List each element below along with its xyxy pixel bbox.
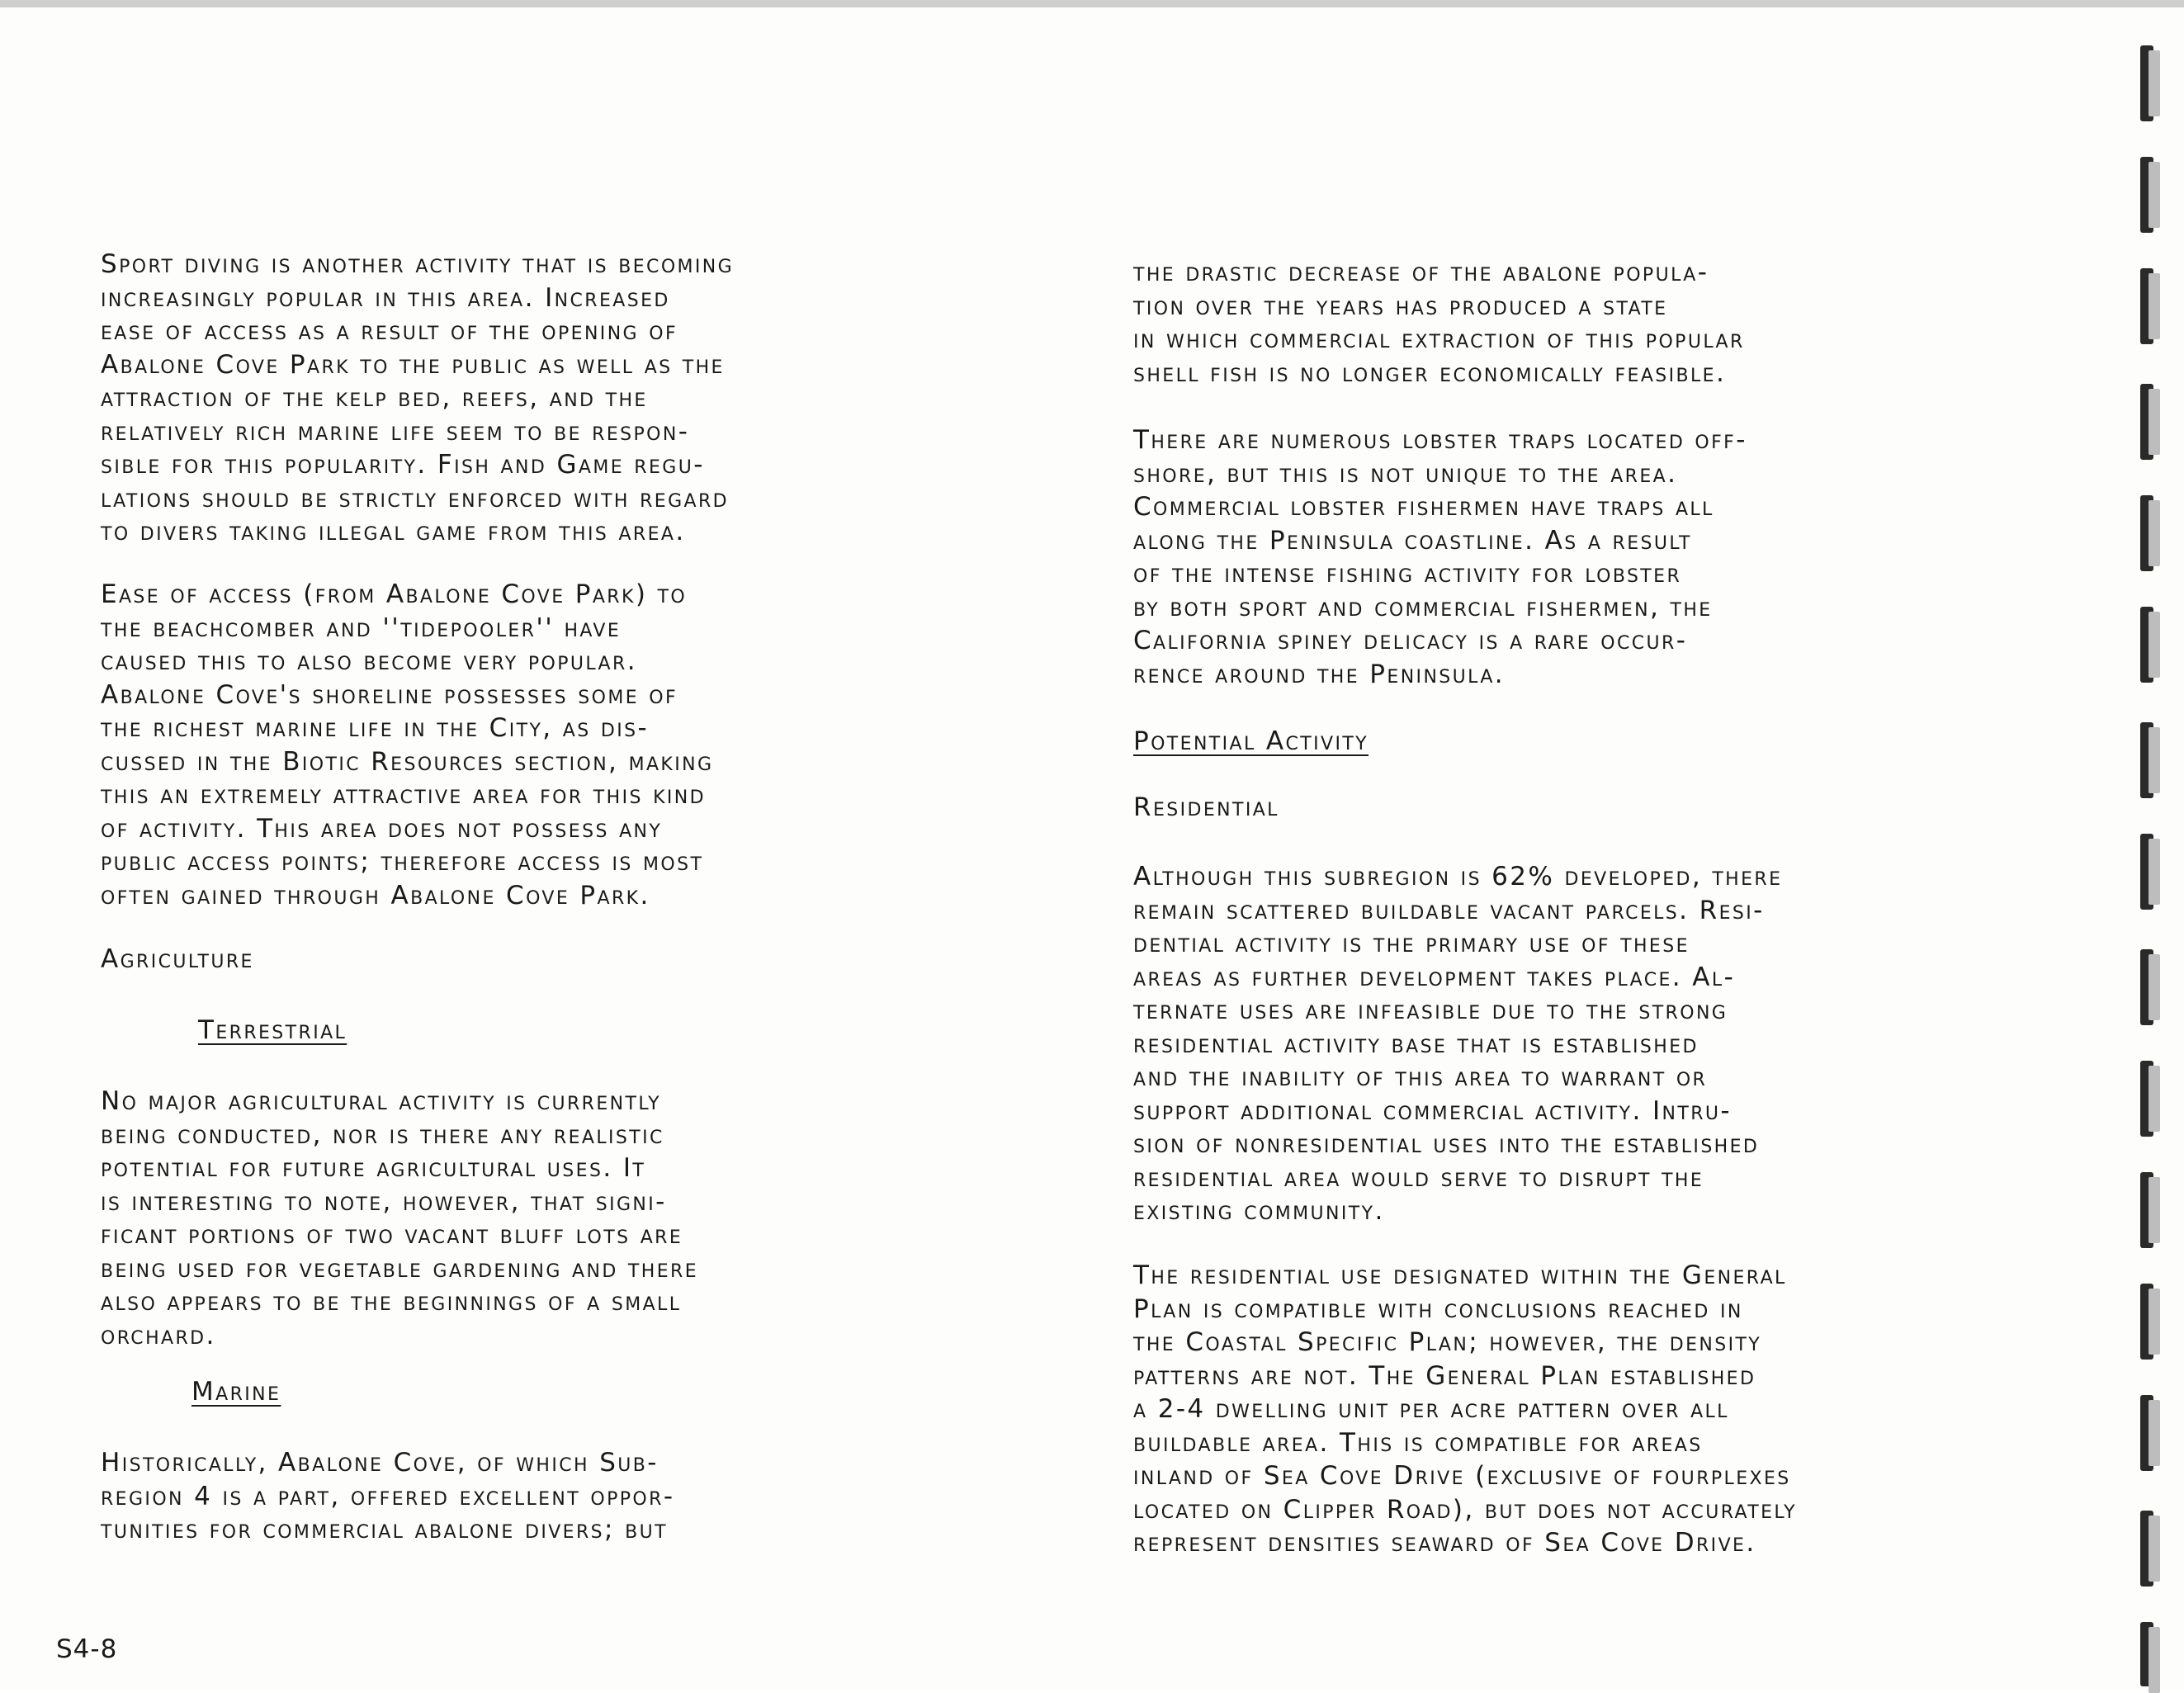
heading-potential-activity: Potential Activity xyxy=(1133,726,1369,756)
paragraph-residential-activity: Although this subregion is 62% developed, there remain scattered buildable vacant parcels. Resi- dential activity is the primary use of these areas as further development takes place. Al- ternate uses are infeasible due to the strong residential activity base that is established and the inability of this area to warrant or support additional commercial activity. Intru- sion of nonresidential uses into the established residential area would serve to disrupt the existing community. xyxy=(1133,862,1783,1226)
binding-ring xyxy=(2140,949,2153,1025)
heading-residential: Residential xyxy=(1133,792,1279,822)
heading-agriculture: Agriculture xyxy=(101,944,254,974)
binding-ring xyxy=(2140,157,2153,233)
binding-ring xyxy=(2140,607,2153,683)
left-column xyxy=(101,0,1099,1544)
binding-ring xyxy=(2140,1622,2153,1686)
right-column xyxy=(1133,0,2107,1558)
page-number: S4-8 xyxy=(56,1634,118,1664)
heading-marine: Marine xyxy=(191,1377,281,1407)
binding-ring xyxy=(2140,1395,2153,1471)
paragraph-lobster: There are numerous lobster traps located off- shore, but this is not unique to the area. Commercial lobster fishermen have traps all along the Peninsula coastline. As a result of the intense fishing activity for lobster by both sport and commercial fishermen, the California spiney delicacy is a rare occur- rence around the Peninsula. xyxy=(1133,425,1747,689)
binding-ring xyxy=(2140,495,2153,571)
binding-ring xyxy=(2140,1061,2153,1137)
paragraph-sport-diving: Sport diving is another activity that is becoming increasingly popular in this area. Increased ease of access as a result of the opening of Abalone Cove Park to the public as well as the attraction of the kelp bed, reefs, and the relatively rich marine life seem to be respon- sible for this popularity. Fish and Game regu- lations should be strictly enforced with regard to divers taking illegal game from this area. xyxy=(101,249,735,546)
paragraph-abalone-decrease: the drastic decrease of the abalone popula- tion over the years has produced a state in which commercial extraction of this popular shell fish is no longer economically feasible. xyxy=(1133,258,1745,388)
binding-ring xyxy=(2140,45,2153,121)
paragraph-beachcomber: Ease of access (from Abalone Cove Park) to the beachcomber and ''tidepooler'' have caused this to also become very popular. Abalone Cove's shoreline possesses some of the richest marine life in the City, as dis- cussed in the Biotic Resources section, making this an extremely attractive area for this kind of activity. This area does not possess any public access points; therefore access is most often gained through Abalone Cove Park. xyxy=(101,579,714,910)
paragraph-general-plan: The residential use designated within the General Plan is compatible with conclusions reached in the Coastal Specific Plan; however, the density patterns are not. The General Plan established a 2-4 dwelling unit per acre pattern over all buildable area. This is compatible for areas inland of Sea Cove Drive (exclusive of fourplexes located on Clipper Road), but does not accurately represent densities seaward of Sea Cove Drive. xyxy=(1133,1260,1797,1558)
paragraph-agriculture: No major agricultural activity is currently being conducted, nor is there any realistic potential for future agricultural uses. It is interesting to note, however, that signi- ficant portions of two vacant bluff lots are being used for vegetable gardening and there also appears to be the beginnings of a small orchard. xyxy=(101,1086,698,1350)
binding-rings xyxy=(2125,0,2184,1691)
binding-ring xyxy=(2140,1284,2153,1360)
binding-ring xyxy=(2140,834,2153,910)
binding-ring xyxy=(2140,1511,2153,1587)
binding-ring xyxy=(2140,722,2153,798)
heading-terrestrial: Terrestrial xyxy=(198,1015,347,1045)
binding-ring xyxy=(2140,1172,2153,1248)
binding-ring xyxy=(2140,268,2153,344)
paragraph-abalone-history: Historically, Abalone Cove, of which Sub- region 4 is a part, offered excellent oppor- tunities for commercial abalone divers; but xyxy=(101,1448,675,1544)
binding-ring xyxy=(2140,384,2153,460)
